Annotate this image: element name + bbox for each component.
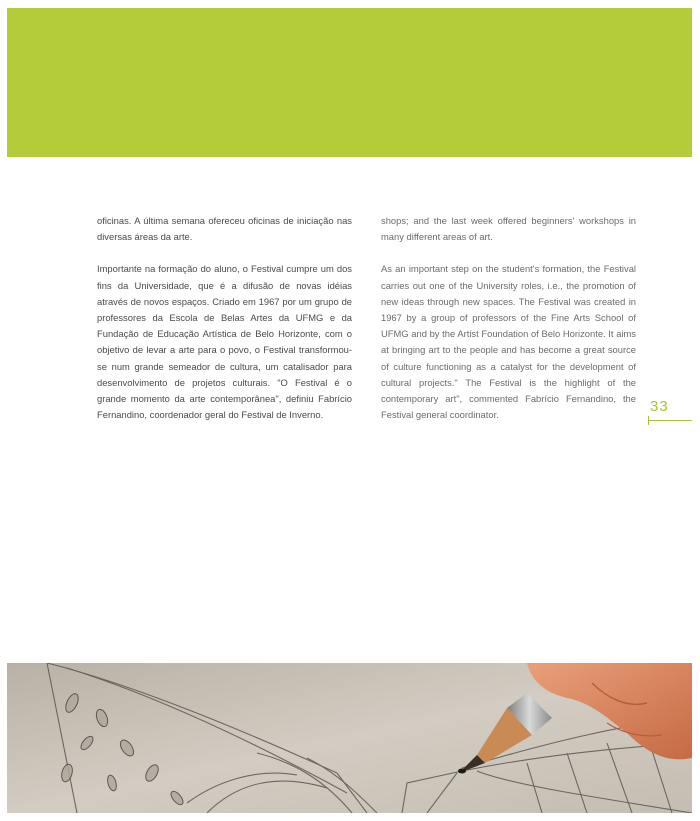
paragraph: shops; and the last week offered beginners' workshops in many different areas of art.: [381, 215, 636, 243]
header-color-band: [7, 8, 692, 157]
paragraph: oficinas. A última semana ofereceu oficinas de iniciação nas diversas áreas da arte.: [97, 215, 352, 243]
sketch-photo: [7, 663, 692, 813]
sketch-photo-illustration: [7, 663, 692, 813]
page-number-rule: [648, 420, 692, 421]
english-text-column: [381, 213, 636, 439]
portuguese-text-column: [97, 213, 352, 439]
paragraph: Importante na formação do aluno, o Festival cumpre um dos fins da Universidade, que é a difusão de novas idéias através de novos espaços. Criado em 1967 por um grupo de professores da Escola de Belas Artes da UFMG e da Fundação de Educação Artística de Belo Horizonte, com o objetivo de levar a arte para o povo, o Festival transformou-se num grande semeador de cultura, um catalisador para desenvolvimento de projetos culturais. "O Festival é o grande momento da arte contemporânea", definiu Fabrício Fernandino, coordenador geral do Festival de Inverno.: [97, 263, 352, 421]
paragraph: As an important step on the student's formation, the Festival carries out one of the University roles, i.e., the promotion of new ideas through new spaces. The Festival was created in 1967 by a group of professors of the Fine Arts School of UFMG and by the Artist Foundation of Belo Horizonte. It aims at bringing art to the people and has become a great source of culture functioning as a catalyst for the development of cultural projects." The Festival is the highlight of the contemporary art", commented Fabrício Fernandino, the Festival general coordinator.: [381, 263, 636, 421]
page-number: 33: [650, 398, 669, 415]
